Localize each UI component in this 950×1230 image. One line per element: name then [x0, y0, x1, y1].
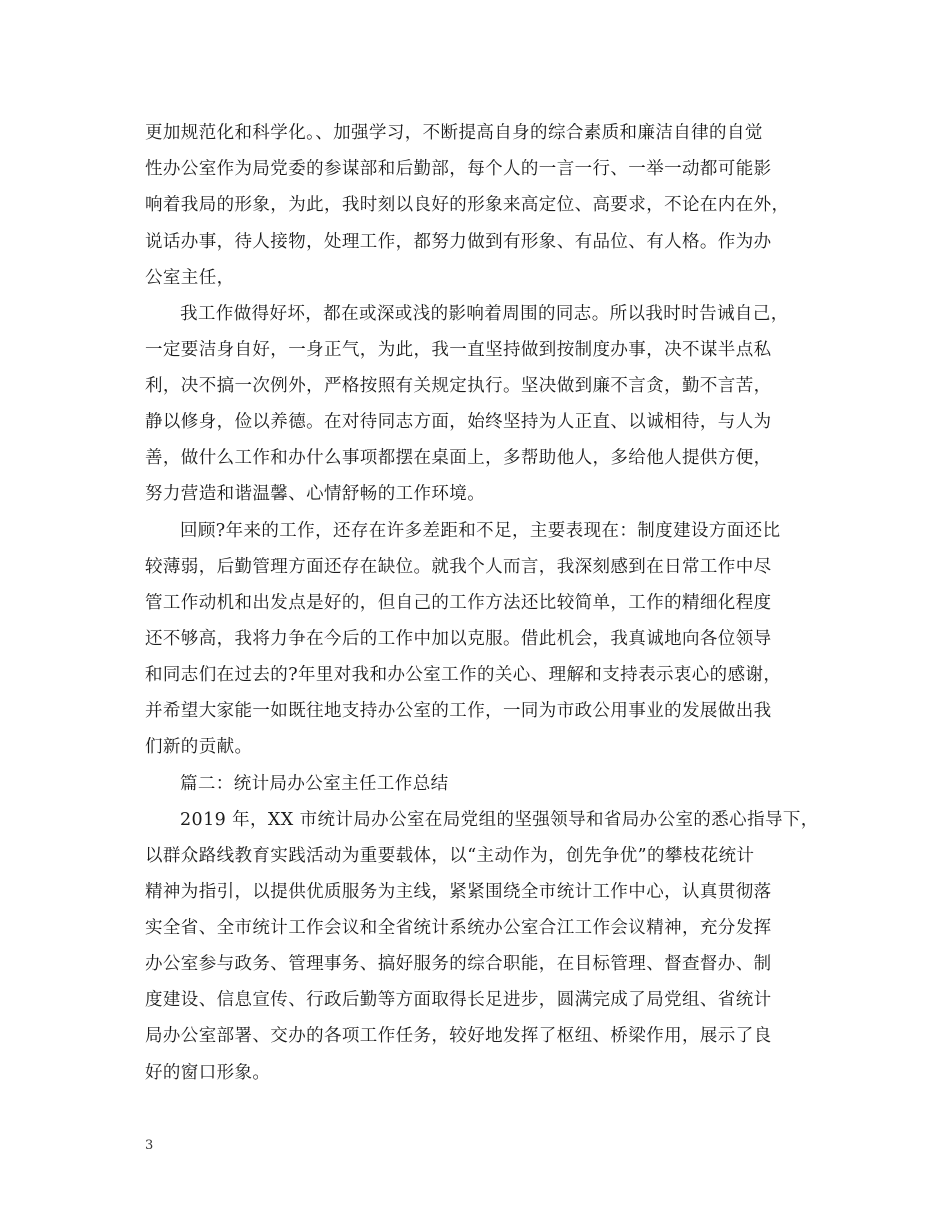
text-line: 和同志们在过去的?年里对我和办公室工作的关心、理解和支持表示衷心的感谢， — [145, 665, 782, 685]
text-line: 还不够高，我将力争在今后的工作中加以克服。借此机会，我真诚地向各位领导 — [145, 629, 772, 649]
text-line: 公室主任， — [145, 268, 235, 288]
text-line: 们新的贡献。 — [145, 737, 253, 757]
text-line: 以群众路线教育实践活动为重要载体，以“主动作为，创先争优”的攀枝花统计 — [145, 846, 755, 866]
text-line: 一定要洁身自好，一身正气，为此，我一直坚持做到按制度办事，决不谋半点私 — [145, 340, 772, 360]
text-line: 度建设、信息宣传、行政后勤等方面取得长足进步，圆满完成了局党组、省统计 — [145, 990, 772, 1010]
text-line: 管工作动机和出发点是好的，但自己的工作方法还比较简单，工作的精细化程度 — [145, 593, 772, 613]
text-line: 办公室参与政务、管理事务、搞好服务的综合职能，在目标管理、督查督办、制 — [145, 954, 772, 974]
paragraph-start-line: 我工作做得好坏，都在或深或浅的影响着周围的同志。所以我时时告诫自己， — [180, 304, 789, 324]
text-line: 善，做什么工作和办什么事项都摆在桌面上，多帮助他人，多给他人提供方便， — [145, 448, 772, 468]
text-line: 实全省、全市统计工作会议和全省统计系统办公室合江工作会议精神，充分发挥 — [145, 918, 772, 938]
text-line: 更加规范化和科学化。、加强学习，不断提高自身的综合素质和廉洁自律的自觉 — [145, 123, 763, 143]
text-line: 努力营造和谐温馨、心情舒畅的工作环境。 — [145, 484, 486, 504]
text-line: 好的窗口形象。 — [145, 1063, 271, 1083]
text-line: 利，决不搞一次例外，严格按照有关规定执行。坚决做到廉不言贪，勤不言苦， — [145, 376, 772, 396]
page-number: 3 — [145, 1138, 154, 1153]
text-line: 静以修身，俭以养德。在对待同志方面，始终坚持为人正直、以诚相待，与人为 — [145, 412, 772, 432]
paragraph-start-line: 2019 年，XX 市统计局办公室在局党组的坚强领导和省局办公室的悉心指导下， — [180, 810, 819, 830]
text-line: 较薄弱，后勤管理方面还存在缺位。就我个人而言，我深刻感到在日常工作中尽 — [145, 557, 772, 577]
text-line: 精神为指引，以提供优质服务为主线，紧紧围绕全市统计工作中心，认真贯彻落 — [145, 882, 772, 902]
text-line: 性办公室作为局党委的参谋部和后勤部，每个人的一言一行、一举一动都可能影 — [145, 159, 772, 179]
text-line: 说话办事，待人接物，处理工作，都努力做到有形象、有品位、有人格。作为办 — [145, 232, 772, 252]
text-line: 局办公室部署、交办的各项工作任务，较好地发挥了枢纽、桥梁作用，展示了良 — [145, 1026, 772, 1046]
text-line: 响着我局的形象，为此，我时刻以良好的形象来高定位、高要求，不论在内在外， — [145, 195, 790, 215]
paragraph-start-line: 回顾?年来的工作，还存在许多差距和不足，主要表现在：制度建设方面还比 — [180, 521, 781, 541]
text-line: 并希望大家能一如既往地支持办公室的工作，一同为市政公用事业的发展做出我 — [145, 701, 772, 721]
section-heading: 篇二：统计局办公室主任工作总结 — [180, 774, 449, 794]
